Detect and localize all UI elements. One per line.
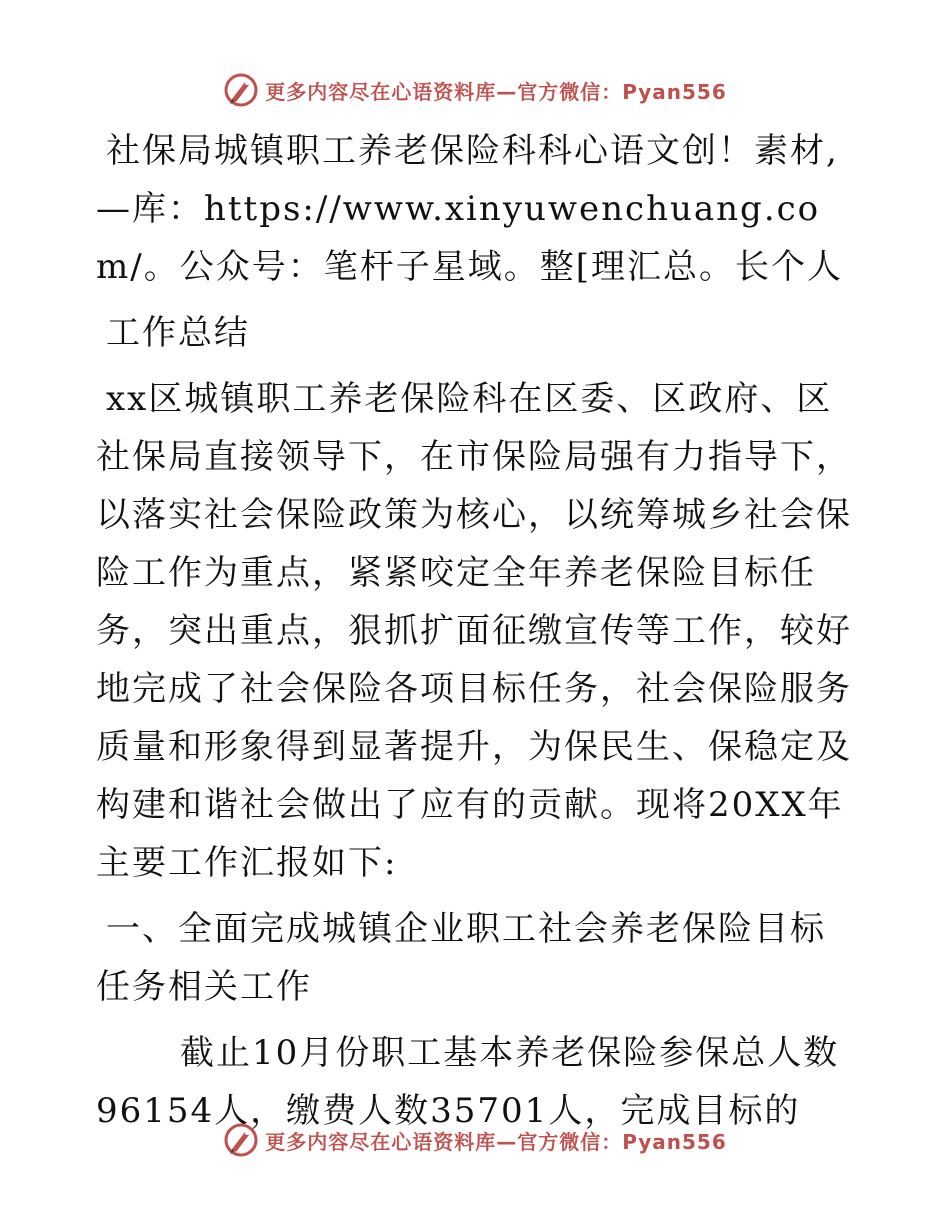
doc-paragraph-intro: xx区城镇职工养老保险科在区委、区政府、区社保局直接领导下，在市保险局强有力指导下，以落实社会保险政策为核心，以统筹城乡社会保险工作为重点，紧紧咬定全年养老保险目标任务，突出重点，狠抓扩面征缴宣传等工作，较好地完成了社会保险各项目标任务，社会保险服务质量和形象得到显著提升，为保民生、保稳定及构建和谐社会做出了应有的贡献。现将20XX年主要工作汇报如下: [96, 379, 852, 883]
pen-logo-icon [223, 1122, 259, 1158]
watermark-footer [0, 1120, 950, 1160]
watermark-text: 更多内容尽在心语资料库—官方微信：Pyan556 [265, 79, 727, 104]
document-body [96, 122, 856, 1140]
watermark-header [0, 70, 950, 110]
watermark-text: 更多内容尽在心语资料库—官方微信：Pyan556 [265, 1129, 727, 1154]
doc-section-heading: 一、全面完成城镇企业职工社会养老保险目标任务相关工作 [96, 909, 826, 1007]
doc-paragraph-subtitle: 工作总结 [106, 313, 250, 353]
doc-paragraph-stats: 截止10月份职工基本养老保险参保总人数96154人，缴费人数35701人，完成目标的 [96, 1033, 840, 1131]
doc-paragraph-title: 社保局城镇职工养老保险科科心语文创！素材,—库：https://www.xinyuwenchuang.com/。公众号：笔杆子星域。整[理汇总。长个人 [96, 131, 843, 287]
pen-logo-icon [223, 72, 259, 108]
